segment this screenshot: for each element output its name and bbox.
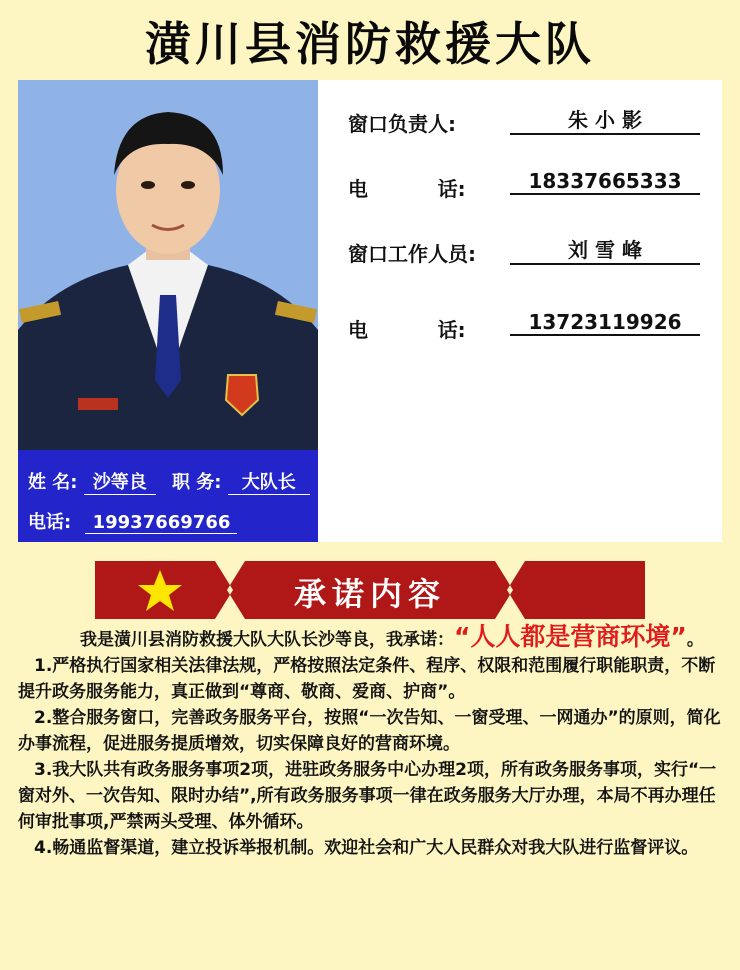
chief-name-value: 沙等良 xyxy=(84,468,156,495)
page-title: 潢川县消防救援大队 xyxy=(145,17,595,71)
leader-name: 朱 小 影 xyxy=(510,104,700,135)
chief-phone-row xyxy=(28,508,237,534)
chief-phone-value: 19937669766 xyxy=(85,512,237,534)
chief-name-label: 姓 名: xyxy=(28,472,78,493)
staff-name: 刘 雪 峰 xyxy=(510,234,700,265)
staff-phone-row xyxy=(348,310,682,343)
commitment-item-4: 4.畅通监督渠道，建立投诉举报机制。欢迎社会和广大人民群众对我大队进行监督评议。 xyxy=(34,838,699,858)
intro-end: 。 xyxy=(686,630,704,650)
intro-text: 我是潢川县消防救援大队大队长沙等良，我承诺： xyxy=(80,630,454,650)
leader-phone: 18337665333 xyxy=(510,169,700,195)
chief-name-row xyxy=(28,468,310,495)
slogan-text: “人人都是营商环境” xyxy=(454,622,687,651)
staff-row xyxy=(348,238,642,267)
staff-phone-label: 电 话: xyxy=(348,318,466,342)
commitment-banner xyxy=(95,561,645,619)
chief-position-label: 职 务: xyxy=(172,472,222,493)
leader-label: 窗口负责人: xyxy=(348,112,456,136)
leader-phone-label: 电 话: xyxy=(348,177,466,201)
chief-info-panel xyxy=(18,450,318,542)
commitment-item-2: 2.整合服务窗口，完善政务服务平台，按照“一次告知、一窗受理、一网通办”的原则，简化办事流程，促进服务提质增效，切实保障良好的营商环境。 xyxy=(18,708,721,754)
commitment-item-1: 1.严格执行国家相关法律法规，严格按照法定条件、程序、权限和范围履行职能职责，不断提升政务服务能力，真正做到“尊商、敬商、爱商、护商”。 xyxy=(18,656,716,702)
commitment-intro xyxy=(18,624,726,653)
window-contact-panel xyxy=(318,80,722,542)
commitment-content xyxy=(18,624,726,861)
chief-photo xyxy=(18,80,318,542)
commitment-item-3: 3.我大队共有政务服务事项2项，进驻政务服务中心办理2项，所有政务服务事项，实行“一窗对外、一次告知、限时办结”,所有政务服务事项一律在政务服务大厅办理，本局不再办理任何审批事项,严禁两头受理、体外循环。 xyxy=(18,760,717,832)
chief-phone-label: 电话: xyxy=(28,512,72,533)
chief-position-value: 大队长 xyxy=(228,468,310,495)
staff-label: 窗口工作人员: xyxy=(348,242,476,266)
leader-row xyxy=(348,108,642,137)
banner-title: 承诺内容 xyxy=(293,575,446,613)
leader-phone-row xyxy=(348,169,682,202)
staff-phone: 13723119926 xyxy=(510,310,700,336)
